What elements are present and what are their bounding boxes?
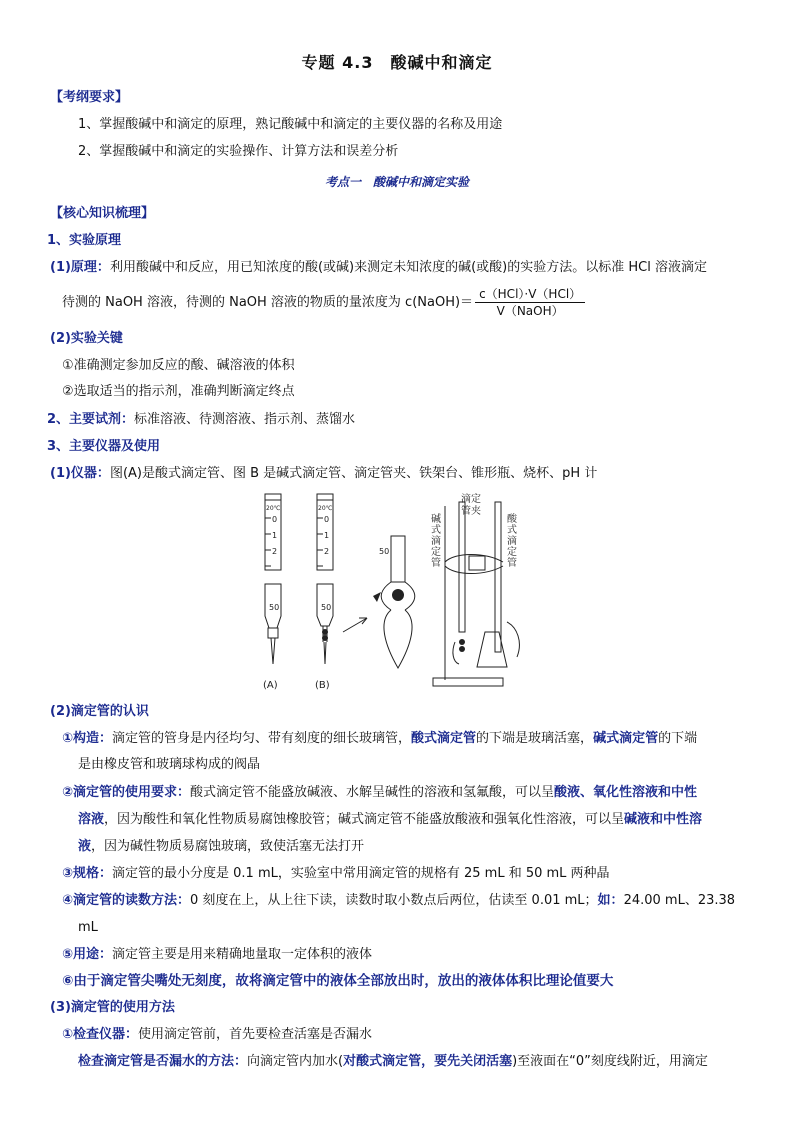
left-label-2: 式	[431, 525, 441, 536]
tube-b-temp: 20℃	[318, 505, 333, 512]
check-instrument-label: ①检查仪器：	[62, 1027, 139, 1042]
structure-cont: 是由橡皮管和玻璃球构成的阀晶	[78, 757, 261, 772]
spec-label: ③规格：	[62, 866, 113, 881]
concentration-fraction	[475, 286, 585, 319]
tube-a-tick-2: 2	[272, 547, 278, 556]
principle-formula-line	[62, 286, 585, 319]
use-text: 滴定管主要是用来精确地量取一定体积的液体	[112, 947, 373, 962]
usage-req-line-2	[78, 811, 702, 829]
leak-check-paragraph	[78, 1053, 708, 1071]
tube-b-tick-50: 50	[321, 603, 332, 612]
principle-cont: 待测的 NaOH 溶液，待测的 NaOH 溶液的物质的量浓度为 c(NaOH)＝	[62, 295, 474, 310]
leak-check-text-a: 向滴定管内加水(	[247, 1054, 344, 1069]
tube-b-tick-1: 1	[324, 531, 330, 540]
conical-flask	[477, 632, 507, 667]
structure-label: ①构造：	[62, 731, 113, 746]
right-label-2: 式	[507, 525, 517, 536]
reading-label: ④滴定管的读数方法：	[62, 893, 191, 908]
right-label-3: 滴	[507, 536, 517, 547]
label-a: (A)	[263, 680, 278, 691]
section-2-heading: 2、主要试剂：	[47, 412, 135, 427]
usage-req-emph-c: 溶液	[78, 812, 105, 827]
section-1-heading: 1、实验原理	[47, 233, 122, 248]
tube-b-tick-2: 2	[324, 547, 330, 556]
left-label-3: 滴	[431, 536, 441, 547]
leak-check-text-c: )至液面在“0”刻度线附近，用滴定	[512, 1054, 708, 1069]
key-point-1: ①准确测定参加反应的酸、碱溶液的体积	[62, 358, 295, 373]
fraction-denominator: V（NaOH）	[496, 304, 564, 318]
label-b: (B)	[315, 680, 330, 691]
structure-text-a: 滴定管的管身是内径均匀、带有刻度的细长玻璃管，	[112, 731, 412, 746]
left-label-4: 定	[431, 547, 441, 558]
use-label: ⑤用途：	[62, 947, 113, 962]
instruments-text: 图(A)是酸式滴定管、图 B 是碱式滴定管、滴定管夹、铁架台、锥形瓶、烧杯、pH 计	[109, 466, 598, 481]
right-label-5: 管	[507, 558, 517, 569]
left-burette	[459, 502, 465, 632]
right-burette	[495, 502, 501, 652]
spec-text: 滴定管的最小分度是 0.1 mL，实验室中常用滴定管的规格有 25 mL 和 50 mL 两种晶	[112, 866, 610, 881]
burette-knowledge-heading: (2)滴定管的认识	[50, 704, 149, 719]
stand-top-1: 滴定	[461, 494, 481, 505]
usage-req-label: ②滴定管的使用要求：	[62, 785, 191, 800]
tube-a-tick-50: 50	[269, 603, 280, 612]
tube-a-tick-0: 0	[272, 515, 278, 524]
base-burette-term: 碱式滴定管	[593, 731, 659, 746]
exam-requirement-1: 1、掌握酸碱中和滴定的原理，熟记酸碱中和滴定的主要仪器的名称及用途	[78, 117, 503, 132]
usage-req-emph-f: 液	[78, 839, 92, 854]
key-point-2: ②选取适当的指示剂，准确判断滴定终点	[62, 384, 295, 399]
leak-check-label: 检查滴定管是否漏水的方法：	[78, 1054, 248, 1069]
enlarged-tick-50: 50	[379, 547, 390, 556]
acid-burette-term: 酸式滴定管	[411, 731, 477, 746]
core-knowledge-label: 【核心知识梳理】	[50, 206, 155, 221]
valve-bead	[392, 589, 404, 601]
usage-req-line-3	[78, 838, 364, 856]
section-2-text: 标准溶液、待测溶液、指示剂、蒸馏水	[134, 412, 356, 427]
tube-a-tick-1: 1	[272, 531, 278, 540]
kaodian-heading: 考点一 酸碱中和滴定实验	[324, 175, 469, 189]
usage-req-text-g: ，因为碱性物质易腐蚀玻璃，致使活塞无法打开	[91, 839, 365, 854]
tube-b-tick-0: 0	[324, 515, 330, 524]
exam-requirement-2: 2、掌握酸碱中和滴定的实验操作、计算方法和误差分析	[78, 144, 399, 159]
spec-paragraph	[62, 865, 610, 883]
principle-paragraph	[50, 259, 707, 277]
burette-figure	[255, 492, 540, 692]
principle-label: (1)原理：	[50, 260, 110, 275]
instruments-paragraph	[50, 465, 597, 483]
left-label-5: 管	[431, 558, 441, 569]
use-paragraph	[62, 946, 372, 964]
key-points-label: (2)实验关键	[50, 331, 123, 346]
left-label-1: 碱	[431, 514, 441, 525]
tube-a-temp: 20℃	[266, 505, 281, 512]
usage-method-heading: (3)滴定管的使用方法	[50, 1000, 175, 1015]
burette-illustration	[255, 492, 540, 692]
structure-text-c: 的下端是玻璃活塞，	[476, 731, 594, 746]
section-3-heading: 3、主要仪器及使用	[47, 439, 161, 454]
page-title: 专题 4.3 酸碱中和滴定	[301, 53, 493, 72]
stand-top-2: 管夹	[461, 506, 481, 517]
reading-example-label: 如：	[597, 893, 624, 908]
reading-cont: mL	[78, 920, 98, 935]
usage-req-emph-b: 酸液、氧化性溶液和中性	[554, 785, 698, 800]
structure-text-e: 的下端	[658, 731, 698, 746]
leak-check-emph: 对酸式滴定管，要先关闭活塞	[343, 1054, 513, 1069]
check-instrument-text: 使用滴定管前，首先要检查活塞是否漏水	[138, 1027, 373, 1042]
tip-note: ⑥由于滴定管尖嘴处无刻度，故将滴定管中的液体全部放出时，放出的液体体积比理论值要大	[62, 973, 614, 989]
reading-example: 24.00 mL、23.38	[623, 893, 736, 908]
usage-req-emph-e: 碱液和中性溶	[624, 812, 703, 827]
section-2	[47, 411, 355, 429]
reading-paragraph	[62, 892, 735, 910]
principle-text: 利用酸碱中和反应，用已知浓度的酸(或碱)来测定未知浓度的碱(或酸)的实验方法。以标准 HCl 溶液滴定	[109, 260, 707, 275]
right-label-4: 定	[507, 547, 517, 558]
right-label-1: 酸	[507, 514, 517, 525]
reading-text: 0 刻度在上，从上往下读，读数时取小数点后两位，估读至 0.01 mL；	[190, 893, 598, 908]
clamp	[445, 555, 503, 574]
usage-req-text-a: 酸式滴定管不能盛放碱液、水解呈碱性的溶液和氢氟酸，可以呈	[190, 785, 555, 800]
fraction-numerator: c（HCl）·V（HCl）	[475, 286, 585, 303]
exam-requirements-label: 【考纲要求】	[50, 90, 129, 105]
usage-req-paragraph	[62, 784, 697, 802]
check-instrument-paragraph	[62, 1026, 372, 1044]
usage-req-text-d: ，因为酸性和氧化性物质易腐蚀橡胶管；碱式滴定管不能盛放酸液和强氧化性溶液，可以呈	[104, 812, 625, 827]
stand-base	[433, 678, 503, 686]
instruments-label: (1)仪器：	[50, 466, 110, 481]
structure-paragraph	[62, 730, 697, 748]
